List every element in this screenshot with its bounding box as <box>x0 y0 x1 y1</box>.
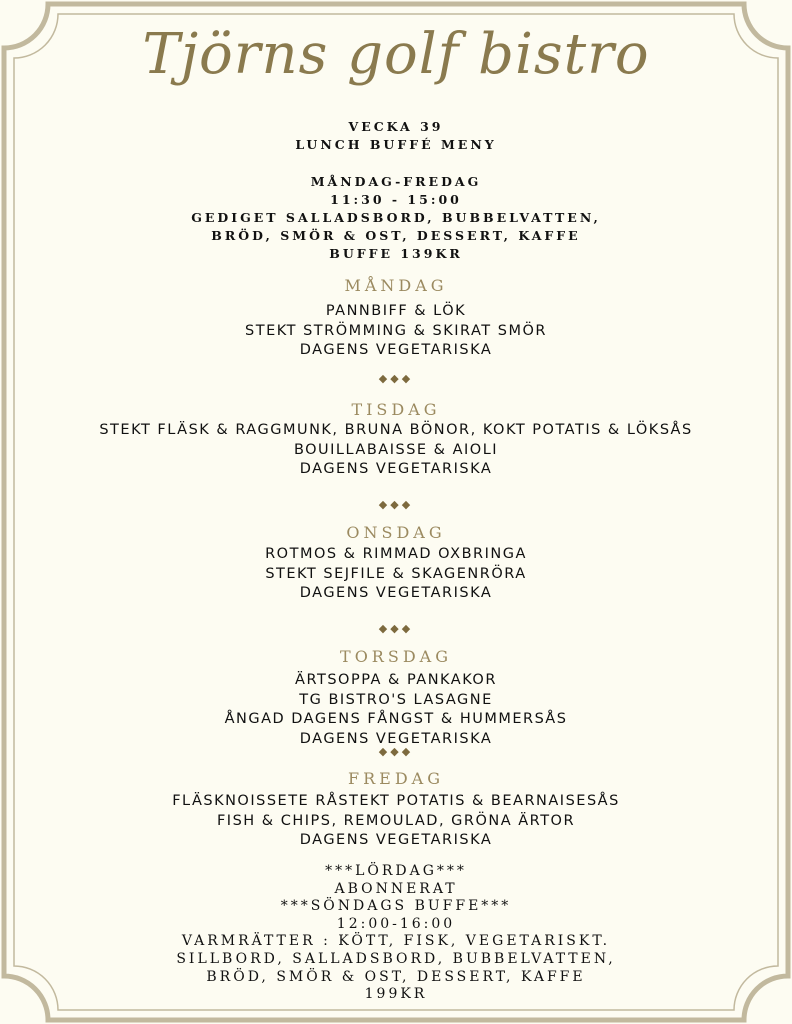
menu-item: PANNBIFF & LÖK <box>325 303 467 319</box>
menu-item: ÄRTSOPPA & PANKAKOR <box>295 672 497 688</box>
menu-item: BOUILLABAISSE & AIOLI <box>293 441 499 458</box>
day-heading-onsdag: ONSDAG <box>346 523 446 542</box>
info-line: MÅNDAG-FREDAG <box>310 174 482 189</box>
day-items-mandag <box>0 302 792 361</box>
diamond-separator: ◆◆◆ <box>378 622 414 635</box>
menu-item: DAGENS VEGETARISKA <box>299 585 493 601</box>
menu-item: TG BISTRO'S LASAGNE <box>299 691 493 708</box>
menu-item: FLÄSKNOISSETE RÅSTEKT POTATIS & BEARNAISESÅS <box>172 793 620 809</box>
menu-item: DAGENS VEGETARISKA <box>299 342 493 358</box>
info-line: BUFFE 139KR <box>329 246 463 261</box>
diamond-separator: ◆◆◆ <box>378 498 414 511</box>
menu-item: DAGENS VEGETARISKA <box>299 730 493 747</box>
day-items-tisdag <box>0 421 792 480</box>
menu-item: ÅNGAD DAGENS FÅNGST & HUMMERSÅS <box>224 711 568 727</box>
weekend-line: SILLBORD, SALLADSBORD, BUBBELVATTEN, <box>176 950 616 967</box>
weekend-line: ***SÖNDAGS BUFFE*** <box>280 898 512 915</box>
day-heading-tisdag: TISDAG <box>351 400 441 419</box>
weekend-line: ***LÖRDAG*** <box>325 863 467 879</box>
weekend-line: 12:00-16:00 <box>336 915 456 932</box>
day-items-fredag <box>0 792 792 851</box>
page-title: Tjörns golf bistro <box>142 22 650 87</box>
diamond-separator: ◆◆◆ <box>378 745 414 758</box>
menu-item: FISH & CHIPS, REMOULAD, GRÖNA ÄRTOR <box>216 812 576 829</box>
menu-item: ROTMOS & RIMMAD OXBRINGA <box>265 546 527 562</box>
week-label: VECKA 39 <box>348 119 444 134</box>
buffet-info <box>0 173 792 263</box>
menu-type-label: LUNCH BUFFÉ MENY <box>295 137 497 152</box>
diamond-separator: ◆◆◆ <box>378 372 414 385</box>
menu-item: STEKT SEJFILE & SKAGENRÖRA <box>265 565 527 582</box>
weekend-line: ABONNERAT <box>334 880 458 897</box>
info-line: BRÖD, SMÖR & OST, DESSERT, KAFFE <box>211 228 581 243</box>
weekend-line: VARMRÄTTER : KÖTT, FISK, VEGETARISKT. <box>181 933 611 950</box>
menu-header <box>0 118 792 154</box>
day-items-onsdag <box>0 545 792 604</box>
day-heading-fredag: FREDAG <box>348 769 444 788</box>
weekend-info <box>0 863 792 1004</box>
menu-item: DAGENS VEGETARISKA <box>299 461 493 477</box>
day-heading-torsdag: TORSDAG <box>340 647 452 666</box>
day-heading-mandag: MÅNDAG <box>344 276 448 295</box>
day-items-torsdag <box>0 671 792 749</box>
menu-item: DAGENS VEGETARISKA <box>299 832 493 848</box>
weekend-line: BRÖD, SMÖR & OST, DESSERT, KAFFE <box>206 968 586 985</box>
info-line: 11:30 - 15:00 <box>330 192 462 207</box>
weekend-line: 199KR <box>364 986 428 1003</box>
menu-item: STEKT FLÄSK & RAGGMUNK, BRUNA BÖNOR, KOKT POTATIS & LÖKSÅS <box>99 422 693 438</box>
info-line: GEDIGET SALLADSBORD, BUBBELVATTEN, <box>191 210 601 225</box>
menu-item: STEKT STRÖMMING & SKIRAT SMÖR <box>245 322 547 339</box>
